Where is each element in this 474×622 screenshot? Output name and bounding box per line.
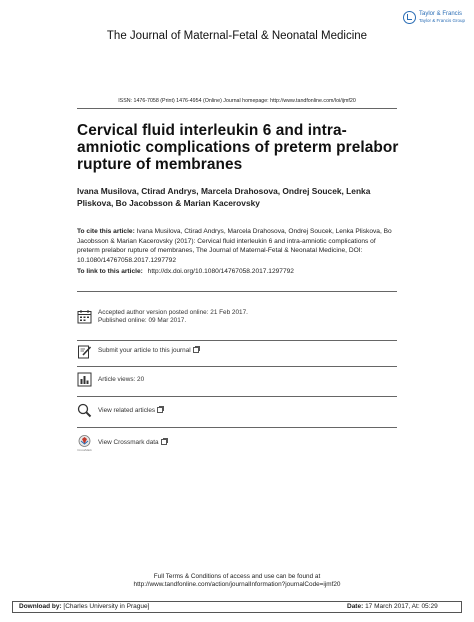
bar-chart-icon (77, 372, 92, 387)
external-link-icon (161, 439, 167, 445)
link-label: To link to this article: (77, 268, 143, 275)
download-info-bar (12, 601, 462, 613)
published-date: Published online: 09 Mar 2017. (98, 317, 187, 324)
article-link-line (77, 268, 397, 275)
external-link-icon (157, 407, 163, 413)
downloaded-by (19, 602, 149, 612)
crossmark-logo-text: CrossMark (77, 448, 92, 452)
divider (77, 108, 397, 109)
article-title: Cervical fluid interleukin 6 and intra-amniotic complications of preterm prelabor rupture of membranes (77, 122, 399, 173)
citation (77, 227, 397, 265)
crossmark-link[interactable] (77, 435, 377, 455)
article-views-label: Article views: 20 (98, 376, 145, 383)
authors: Ivana Musilova, Ctirad Andrys, Marcela Drahosova, Ondrej Soucek, Lenka Pliskova, Bo Jacobsson & Marian Kacerovsky (77, 186, 371, 208)
divider (77, 396, 397, 397)
external-link-icon (193, 347, 199, 353)
crossmark-icon (77, 435, 92, 455)
download-date (347, 602, 438, 612)
terms-link[interactable]: http://www.tandfonline.com/action/journalInformation?journalCode=ijmf20 (133, 581, 341, 589)
divider (77, 291, 397, 292)
divider (77, 366, 397, 367)
divider (77, 427, 397, 428)
accepted-date: Accepted author version posted online: 21 Feb 2017. (98, 309, 248, 316)
publication-dates (77, 309, 377, 325)
terms-text: Full Terms & Conditions of access and use can be found at (153, 573, 321, 580)
article-views (77, 372, 377, 387)
citation-label: To cite this article: (77, 228, 135, 235)
journal-title: The Journal of Maternal-Fetal & Neonatal Medicine (106, 30, 368, 42)
crossmark-label[interactable]: View Crossmark data (98, 439, 159, 446)
issn-line[interactable]: ISSN: 1476-7058 (Print) 1476-4954 (Online) Journal homepage: http://www.tandfonline.com/loi/ijmf20 (118, 98, 356, 104)
search-magnifier-icon (77, 403, 92, 418)
citation-text: Ivana Musilova, Ctirad Andrys, Marcela Drahosova, Ondrej Soucek, Lenka Pliskova, Bo Jacobsson & Marian Kacerovsky (2017): Cervical fluid interleukin 6 and intra-amniotic complications of preterm prelabor rupture of membranes, The Journal of Maternal-Fetal & Neonatal Medicine, DOI: 10.1080/14767058.2017.1297792 (77, 228, 392, 264)
divider (77, 340, 397, 341)
download-date-label: Date: (347, 603, 364, 610)
publisher-name: Taylor & Francis Taylor & Francis Group (419, 11, 466, 24)
taylor-francis-logo-icon (403, 11, 416, 24)
related-articles-link[interactable] (77, 403, 377, 418)
doi-link[interactable]: http://dx.doi.org/10.1080/14767058.2017.1297792 (147, 268, 294, 275)
publisher-logo (403, 11, 465, 24)
submit-pencil-icon (77, 344, 92, 359)
related-articles-label[interactable]: View related articles (98, 407, 156, 414)
downloaded-by-label: Download by: (19, 603, 62, 610)
downloaded-by-value: [Charles University in Prague] (61, 603, 150, 610)
calendar-icon (77, 309, 92, 324)
submit-article-label[interactable]: Submit your article to this journal (98, 347, 191, 354)
terms-footer (0, 573, 474, 590)
download-date-value: 17 March 2017, At: 05:29 (363, 603, 438, 610)
submit-article-link[interactable] (77, 344, 377, 359)
